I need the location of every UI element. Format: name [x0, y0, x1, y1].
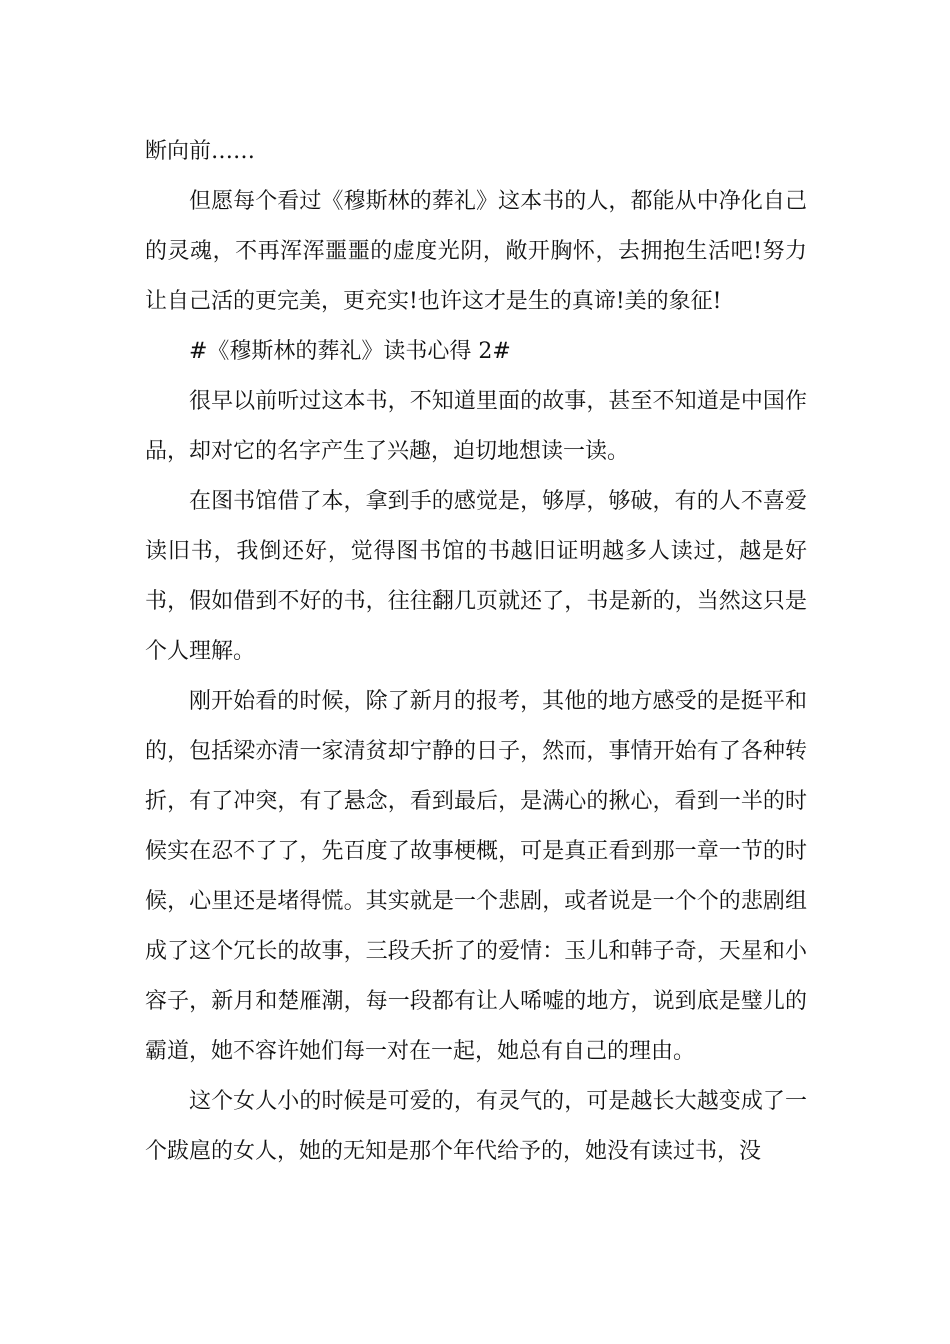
paragraph-library: 在图书馆借了本，拿到手的感觉是，够厚，够破，有的人不喜爱读旧书，我倒还好，觉得图书馆的书越旧证明越多人读过，越是好书，假如借到不好的书，往往翻几页就还了，书是新的，当然这只是个人理解。: [145, 489, 807, 664]
paragraph-story: 刚开始看的时候，除了新月的报考，其他的地方感受的是挺平和的，包括梁亦清一家清贫却宁静的日子，然而，事情开始有了各种转折，有了冲突，有了悬念，看到最后，是满心的揪心，看到一半的时候实在忍不了了，先百度了故事梗概，可是真正看到那一章一节的时候，心里还是堵得慌。其实就是一个悲剧，或者说是一个个的悲剧组成了这个冗长的故事，三段夭折了的爱情：玉儿和韩子奇，天星和小容子，新月和楚雁潮，每一段都有让人唏嘘的地方，说到底是璧儿的霸道，她不容许她们每一对在一起，她总有自己的理由。: [145, 689, 807, 1064]
paragraph-character: 这个女人小的时候是可爱的，有灵气的，可是越长大越变成了一个跋扈的女人，她的无知是那个年代给予的，她没有读过书，没: [145, 1089, 807, 1164]
paragraph-conclusion: 但愿每个看过《穆斯林的葬礼》这本书的人，都能从中净化自己的灵魂，不再浑浑噩噩的虚度光阴，敞开胸怀，去拥抱生活吧!努力让自己活的更完美，更充实!也许这才是生的真谛!美的象征!: [145, 189, 807, 314]
paragraph-continuation: 断向前……: [145, 139, 256, 164]
paragraph-intro: 很早以前听过这本书，不知道里面的故事，甚至不知道是中国作品，却对它的名字产生了兴趣，迫切地想读一读。: [145, 389, 807, 464]
section-heading: #《穆斯林的葬礼》读书心得 2#: [189, 339, 511, 364]
document-body: [145, 127, 807, 1177]
